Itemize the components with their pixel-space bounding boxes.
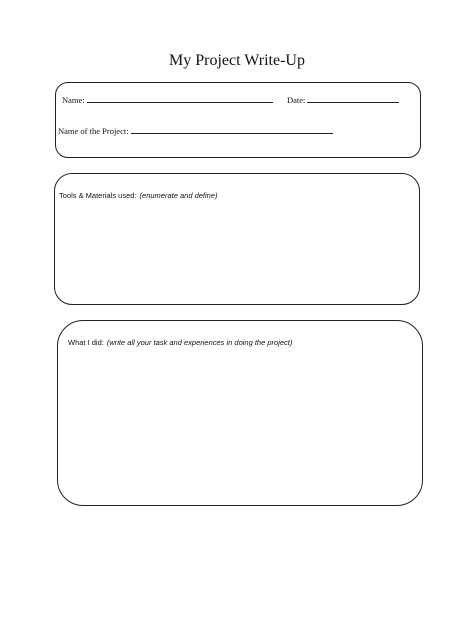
tools-materials-label: Tools & Materials used:: [59, 191, 137, 200]
date-blank-line[interactable]: [307, 95, 399, 103]
what-i-did-hint: (write all your task and experiences in doing the project): [106, 338, 293, 347]
project-name-field: [58, 126, 333, 136]
tools-materials-hint: (enumerate and define): [139, 191, 218, 200]
name-blank-line[interactable]: [87, 95, 273, 103]
date-field: [287, 95, 399, 105]
student-info-box: [55, 82, 421, 158]
name-field: [62, 95, 273, 105]
date-label: Date:: [287, 95, 306, 105]
project-name-blank-line[interactable]: [131, 126, 333, 134]
name-label: Name:: [62, 95, 85, 105]
what-i-did-label: What I did:: [68, 338, 104, 347]
what-i-did-heading: [68, 337, 292, 348]
tools-materials-heading: [59, 190, 218, 201]
page-title: My Project Write-Up: [169, 52, 305, 69]
project-name-label: Name of the Project:: [58, 126, 129, 136]
